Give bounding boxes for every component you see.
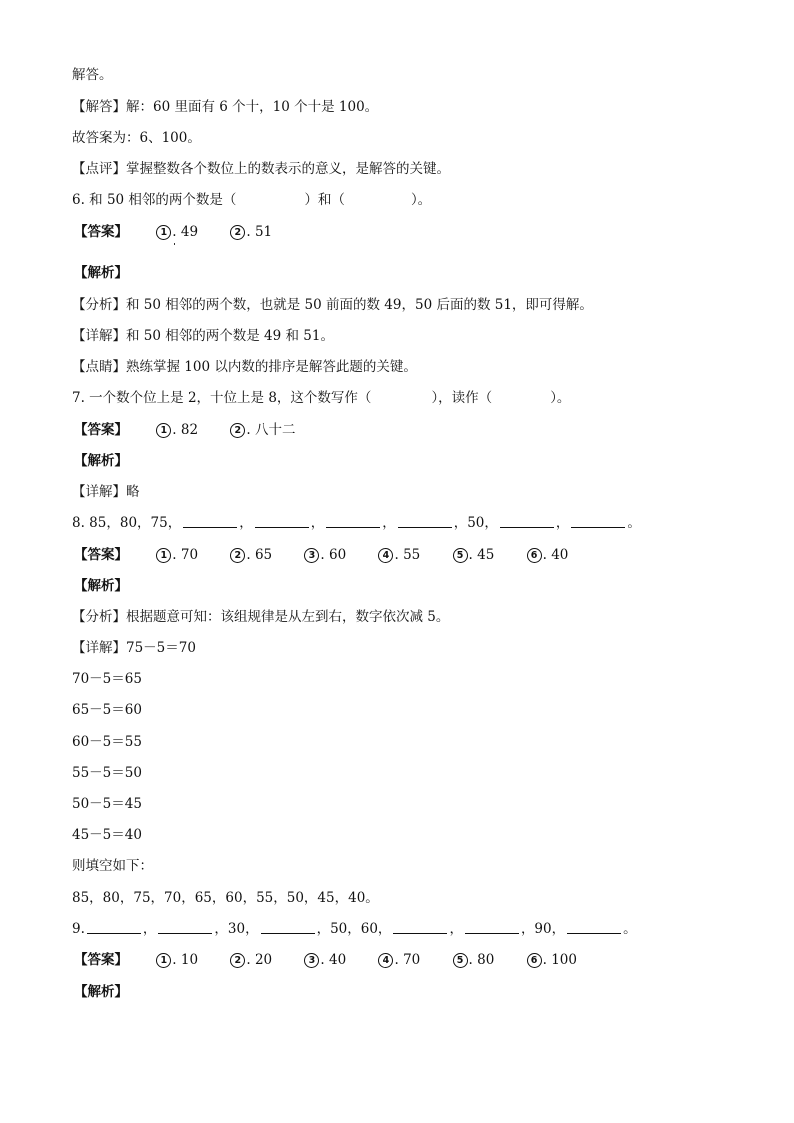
answer-underline [158,921,212,934]
text-line: 【点评】掌握整数各个数位上的数表示的意义，是解答的关键。 [72,161,450,177]
speck-mark [174,243,175,245]
jiexi-label: 【解析】 [74,453,128,469]
answer-option: 1 . 70 [156,546,198,564]
answer-option: 3 . 60 [304,546,346,564]
answer-underline [87,921,141,934]
answer-underline [571,515,625,528]
text-line: 则填空如下： [72,858,153,874]
answer-underline [567,921,621,934]
text-line: 【点睛】熟练掌握 100 以内数的排序是解答此题的关键。 [72,359,417,375]
answer-option: 1 . 10 [156,951,198,969]
answer-underline [326,515,380,528]
text-line: 【详解】和 50 相邻的两个数是 49 和 51。 [72,328,334,344]
answer-row-7: 【答案】 1 . 82 2 . 八十二 [74,422,296,438]
answer-option: 2 . 八十二 [230,421,295,439]
answer-option: 6 . 40 [527,546,569,564]
answer-underline [398,515,452,528]
answer-option: 5 . 45 [453,546,495,564]
text-line: 【解答】解：60 里面有 6 个十，10 个十是 100。 [72,99,379,115]
answer-underline [183,515,237,528]
text-line: 【分析】和 50 相邻的两个数，也就是 50 前面的数 49，50 后面的数 51，即可得解。 [72,297,593,313]
answer-option: 3 . 40 [304,951,346,969]
text-line: 【分析】根据题意可知：该组规律是从左到右，数字依次减 5。 [72,609,450,625]
text-line: 【详解】75－5＝70 [72,640,196,656]
answer-option: 6 . 100 [527,951,577,969]
question-9: 9. ， ，30， ，50，60， ， ，90， 。 [72,921,637,937]
equation-line: 45－5＝40 [72,827,142,843]
jiexi-label: 【解析】 [74,265,128,281]
answer-option: 1 . 49 [156,223,198,241]
text-line: 故答案为：6、100。 [72,130,201,146]
question-6: 6. 和 50 相邻的两个数是（ ）和（ ）。 [72,192,432,208]
answer-option: 4 . 70 [378,951,420,969]
answer-option: 2 . 51 [230,223,272,241]
answer-option: 2 . 65 [230,546,272,564]
answer-underline [465,921,519,934]
question-7: 7. 一个数个位上是 2，十位上是 8，这个数写作（ ），读作（ ）。 [72,390,571,406]
answer-option: 1 . 82 [156,421,198,439]
equation-line: 55－5＝50 [72,765,142,781]
equation-line: 70－5＝65 [72,671,142,687]
text-line: 【详解】略 [72,484,140,500]
answer-row-9: 【答案】 1 . 10 2 . 20 3 . 40 4 . 70 5 . 80 6 . 100 [74,952,577,968]
text-line: 解答。 [72,67,113,83]
jiexi-label: 【解析】 [74,578,128,594]
question-8: 8. 85，80，75， ， ， ， ，50， ， 。 [72,515,641,531]
answer-option: 4 . 55 [378,546,420,564]
answer-underline [393,921,447,934]
equation-line: 60－5＝55 [72,734,142,750]
equation-line: 65－5＝60 [72,702,142,718]
equation-line: 50－5＝45 [72,796,142,812]
answer-row-8: 【答案】 1 . 70 2 . 65 3 . 60 4 . 55 5 . 45 6 . 40 [74,547,569,563]
answer-row-6: 【答案】 1 . 49 2 . 51 [74,224,273,240]
answer-underline [261,921,315,934]
answer-underline [255,515,309,528]
answer-option: 5 . 80 [453,951,495,969]
text-line: 85，80，75，70，65，60，55，50，45，40。 [72,890,379,906]
answer-option: 2 . 20 [230,951,272,969]
jiexi-label: 【解析】 [74,984,128,1000]
answer-underline [500,515,554,528]
